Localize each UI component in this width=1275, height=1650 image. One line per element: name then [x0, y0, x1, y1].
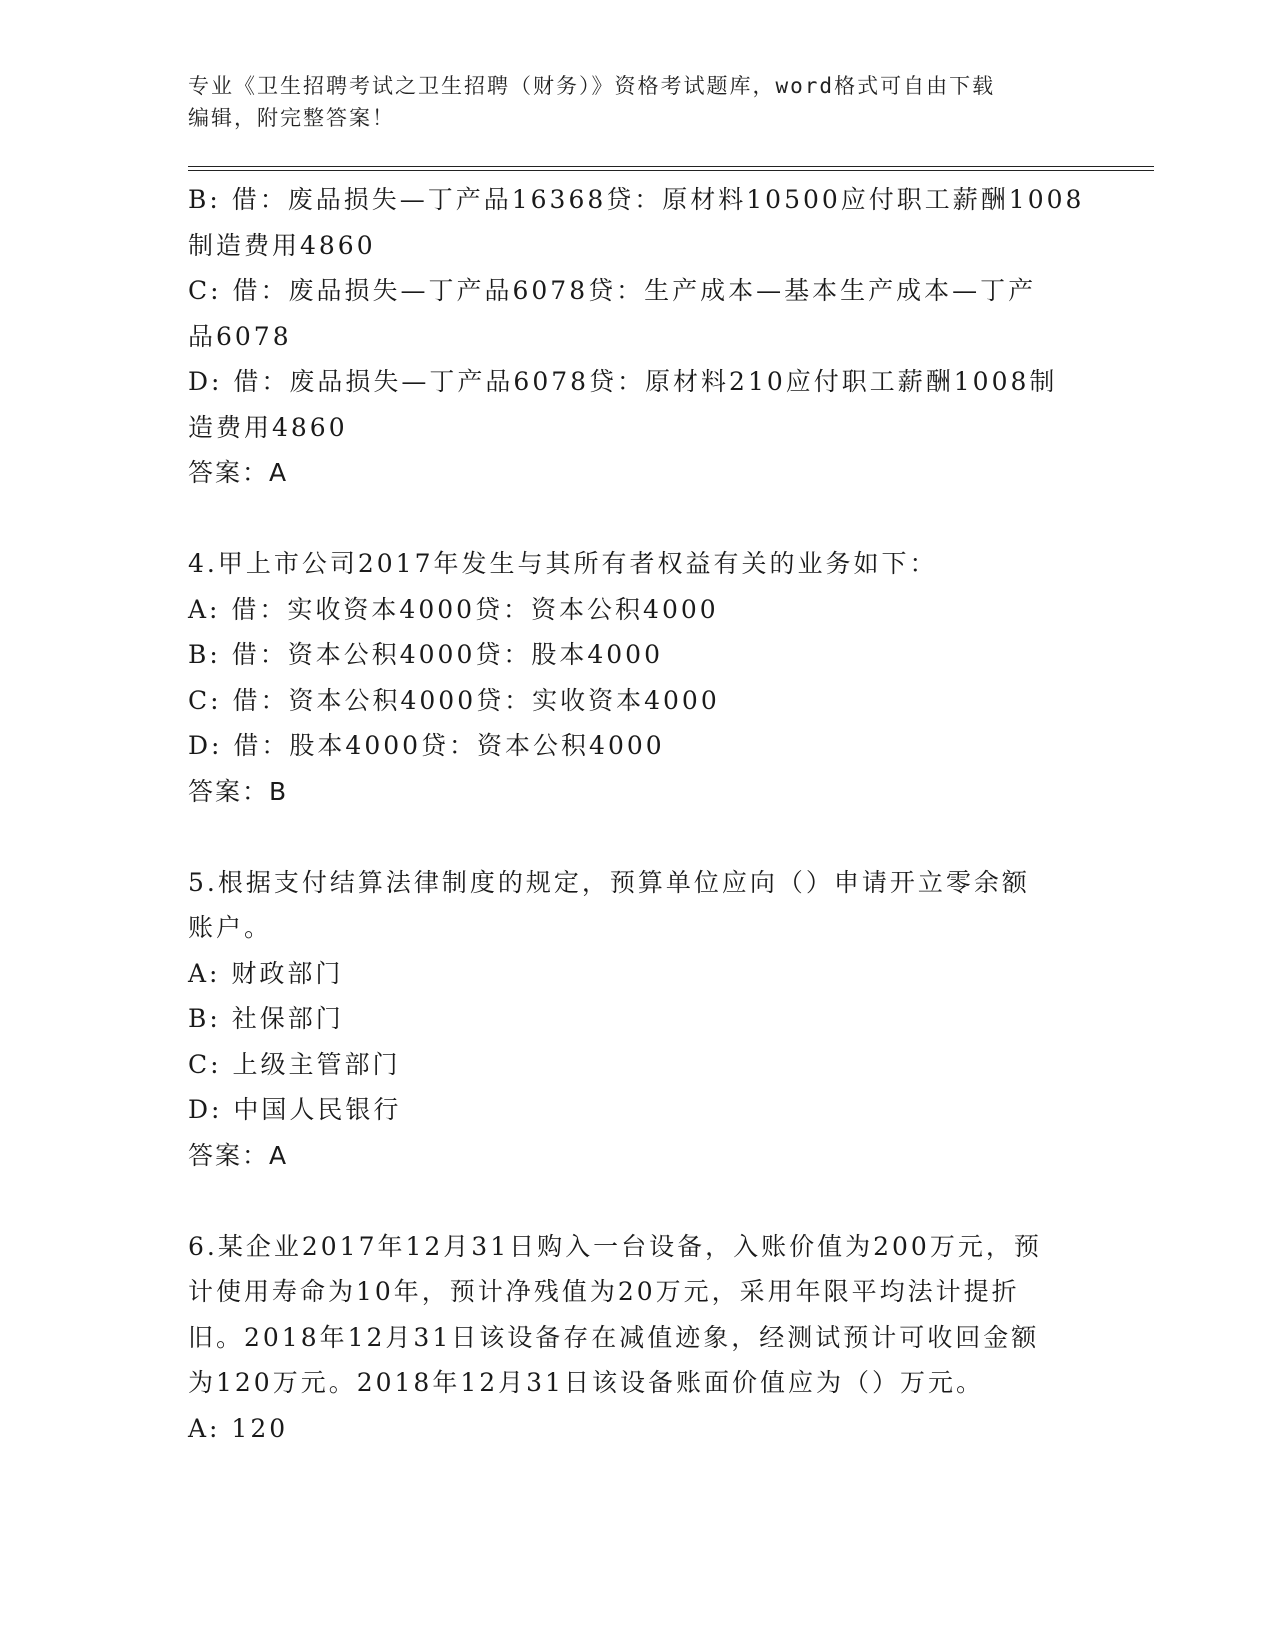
question-stem-continued: 旧。2018年12月31日该设备存在减值迹象，经测试预计可收回金额 [188, 1322, 1040, 1352]
option-c: C: 上级主管部门 [188, 1049, 401, 1079]
option-d-continued: 造费用4860 [188, 412, 348, 442]
option-a: A: 借：实收资本4000贷：资本公积4000 [188, 594, 719, 624]
option-a: A: 120 [188, 1413, 289, 1443]
header-line: 编辑，附完整答案！ [188, 106, 395, 130]
option-c: C: 借：资本公积4000贷：实收资本4000 [188, 685, 720, 715]
header-divider [188, 166, 1154, 171]
header-line: 专业《卫生招聘考试之卫生招聘（财务）》资格考试题库，word格式可自由下载 [188, 74, 996, 98]
page-header [188, 70, 1068, 134]
option-c-continued: 品6078 [188, 321, 292, 351]
question-stem-continued: 账户。 [188, 913, 273, 942]
question-block-prev [188, 177, 1085, 496]
spacer [188, 1178, 1068, 1224]
question-stem: 6.某企业2017年12月31日购入一台设备，入账价值为200万元，预 [188, 1231, 1042, 1261]
option-d: D: 借：废品损失—丁产品6078贷：原材料210应付职工薪酬1008制 [188, 367, 1058, 396]
answer: 答案：A [188, 1140, 289, 1170]
option-b: B: 借：资本公积4000贷：股本4000 [188, 640, 663, 669]
spacer [188, 496, 1068, 542]
answer: 答案：A [188, 458, 289, 487]
option-a: A: 财政部门 [188, 958, 344, 988]
question-block-5 [188, 860, 1068, 1179]
spacer [188, 814, 1068, 860]
question-stem: 4.甲上市公司2017年发生与其所有者权益有关的业务如下： [188, 549, 938, 578]
option-d: D: 借：股本4000贷：资本公积4000 [188, 731, 665, 760]
option-d: D: 中国人民银行 [188, 1095, 402, 1124]
option-b: B: 社保部门 [188, 1004, 344, 1033]
document-page [188, 70, 1148, 1451]
answer: 答案：B [188, 776, 289, 806]
question-block-4 [188, 541, 1068, 814]
option-b: B: 借：废品损失—丁产品16368贷：原材料10500应付职工薪酬1008 [188, 185, 1085, 214]
question-stem-continued: 计使用寿命为10年，预计净残值为20万元，采用年限平均法计提折 [188, 1277, 1020, 1306]
question-content [188, 177, 1085, 1451]
question-block-6 [188, 1224, 1068, 1452]
option-c: C: 借：废品损失—丁产品6078贷：生产成本—基本生产成本—丁产 [188, 276, 1037, 305]
question-stem-continued: 为120万元。2018年12月31日该设备账面价值应为（）万元。 [188, 1368, 984, 1397]
option-b-continued: 制造费用4860 [188, 230, 376, 260]
question-stem: 5.根据支付结算法律制度的规定，预算单位应向（）申请开立零余额 [188, 867, 1030, 897]
